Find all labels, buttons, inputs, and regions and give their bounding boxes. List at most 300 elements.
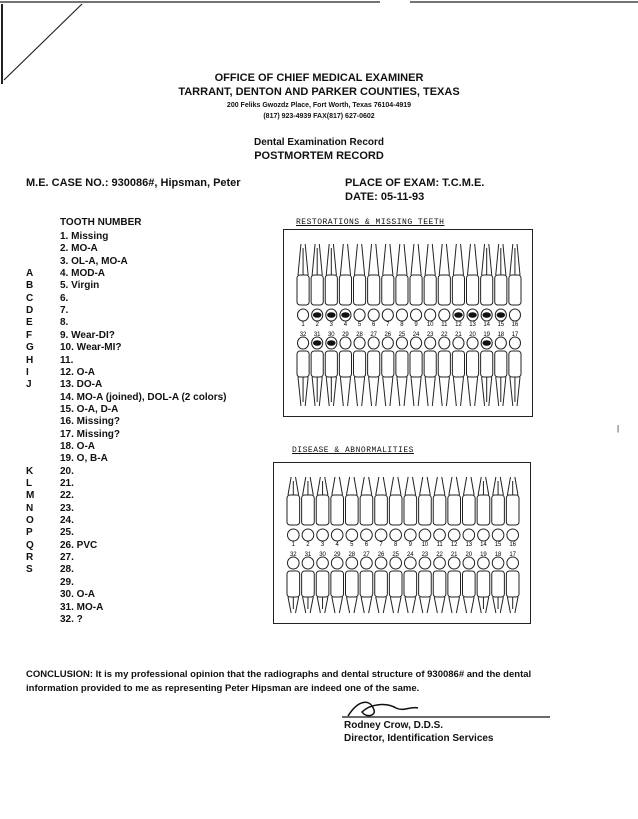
tooth-letter: N — [26, 502, 34, 514]
lower-tooth-root — [496, 377, 506, 406]
upper-tooth-number: 15 — [497, 322, 505, 328]
upper-tooth-number: 5 — [357, 322, 362, 328]
lower-tooth-root — [478, 597, 489, 613]
lower-tooth-occlusal — [298, 337, 309, 349]
upper-tooth-number: 14 — [480, 542, 487, 548]
lower-tooth-occlusal — [396, 337, 407, 349]
upper-tooth-occlusal — [411, 309, 422, 321]
tooth-letter: F — [26, 329, 33, 341]
lower-tooth-occlusal — [302, 557, 314, 569]
upper-tooth-number: 9 — [414, 322, 418, 328]
lower-tooth-number: 23 — [421, 552, 429, 558]
lower-tooth-root — [317, 597, 328, 613]
upper-tooth-crown — [424, 275, 436, 305]
upper-tooth-root — [496, 244, 506, 275]
tooth-letter: C — [26, 292, 34, 304]
upper-tooth-root — [303, 477, 314, 495]
record-type: Dental Examination Record — [253, 137, 385, 148]
upper-tooth-number: 4 — [335, 542, 339, 548]
tooth-letter: J — [26, 379, 32, 391]
upper-tooth-crown — [492, 495, 505, 525]
lower-tooth-number: 25 — [398, 332, 406, 338]
upper-tooth-occlusal — [405, 529, 417, 541]
lower-tooth-root — [507, 597, 518, 613]
lower-tooth-crown — [297, 351, 309, 377]
upper-tooth-root — [326, 244, 336, 275]
lower-tooth-crown — [495, 351, 507, 377]
signatory-name: Rodney Crow, D.D.S. — [344, 720, 444, 731]
lower-tooth-crown — [311, 351, 323, 377]
lower-tooth-number: 17 — [509, 552, 517, 558]
upper-tooth-root — [383, 244, 393, 275]
lower-tooth-crown — [331, 571, 344, 597]
upper-tooth-crown — [452, 275, 464, 305]
tooth-letter: P — [26, 527, 33, 539]
tooth-letter: H — [26, 354, 34, 366]
upper-tooth-crown — [433, 495, 446, 525]
upper-tooth-occlusal — [288, 529, 300, 541]
tooth-entry: 26. PVC — [60, 539, 98, 551]
exam-date: DATE: 05-11-93 — [345, 191, 425, 203]
lower-tooth-root — [303, 597, 314, 613]
upper-tooth-crown — [419, 495, 432, 525]
tooth-letter: D — [26, 305, 34, 317]
lower-tooth-crown — [382, 351, 394, 377]
lower-tooth-occlusal — [448, 557, 460, 569]
upper-tooth-occlusal — [298, 309, 309, 321]
lower-tooth-occlusal — [382, 337, 393, 349]
lower-tooth-crown — [368, 351, 380, 377]
tooth-entry: 4. MOD-A — [60, 268, 105, 280]
tooth-entry: 6. — [60, 292, 69, 304]
lower-tooth-root — [355, 377, 365, 406]
lower-tooth-root — [312, 377, 322, 406]
upper-tooth-crown — [287, 495, 300, 525]
upper-tooth-occlusal — [390, 529, 402, 541]
tooth-entry: 7. — [60, 305, 69, 317]
lower-tooth-number: 28 — [356, 332, 363, 338]
upper-tooth-crown — [368, 275, 380, 305]
lower-tooth-number: 27 — [370, 332, 378, 338]
lower-tooth-root — [449, 597, 460, 613]
lower-tooth-crown — [375, 571, 388, 597]
restoration-mark — [482, 312, 490, 318]
lower-tooth-occlusal — [346, 557, 358, 569]
lower-tooth-root — [369, 377, 379, 406]
tooth-letter: O — [26, 515, 34, 527]
restoration-mark — [327, 340, 335, 346]
lower-tooth-root — [340, 377, 350, 406]
upper-tooth-crown — [506, 495, 519, 525]
lower-tooth-number: 19 — [480, 552, 487, 558]
upper-tooth-occlusal — [419, 529, 431, 541]
restoration-mark — [497, 312, 505, 318]
upper-tooth-number: 8 — [394, 542, 398, 548]
tooth-entry: 8. — [60, 317, 69, 329]
disease-dental-chart — [273, 462, 531, 624]
lower-tooth-number: 23 — [426, 332, 434, 338]
upper-tooth-number: 6 — [364, 542, 369, 548]
lower-tooth-occlusal — [492, 557, 504, 569]
lower-tooth-occlusal — [361, 557, 373, 569]
lower-tooth-number: 22 — [436, 552, 443, 558]
lower-tooth-root — [420, 597, 431, 613]
upper-tooth-crown — [410, 275, 422, 305]
upper-tooth-root — [434, 477, 445, 495]
upper-tooth-root — [405, 477, 416, 495]
lower-tooth-root — [439, 377, 449, 406]
office-phone-fax: (817) 923-4939 FAX(817) 627-0602 — [263, 113, 375, 120]
upper-tooth-crown — [346, 495, 359, 525]
lower-tooth-occlusal — [354, 337, 365, 349]
tooth-entry: 17. Missing? — [60, 428, 121, 440]
upper-tooth-number: 1 — [301, 322, 305, 328]
lower-tooth-root — [411, 377, 421, 406]
tooth-entry: 30. O-A — [60, 589, 96, 601]
upper-tooth-number: 2 — [315, 322, 319, 328]
tooth-entry: 21. — [60, 478, 74, 489]
upper-tooth-occlusal — [302, 529, 314, 541]
upper-tooth-root — [298, 244, 308, 275]
upper-tooth-crown — [463, 495, 476, 525]
lower-tooth-number: 26 — [377, 552, 385, 558]
lower-tooth-number: 24 — [406, 552, 414, 558]
lower-tooth-occlusal — [425, 337, 436, 349]
lower-tooth-crown — [316, 571, 329, 597]
tooth-entry: 5. Virgin — [60, 280, 100, 292]
lower-tooth-crown — [509, 351, 521, 377]
lower-tooth-number: 29 — [342, 332, 349, 338]
upper-tooth-occlusal — [361, 529, 373, 541]
lower-tooth-occlusal — [375, 557, 387, 569]
lower-tooth-crown — [404, 571, 417, 597]
lower-tooth-crown — [492, 571, 505, 597]
upper-tooth-number: 5 — [350, 542, 354, 548]
lower-tooth-root — [464, 597, 475, 613]
upper-tooth-root — [482, 244, 492, 275]
upper-tooth-crown — [389, 495, 402, 525]
upper-tooth-occlusal — [434, 529, 446, 541]
upper-tooth-root — [312, 244, 322, 275]
lower-tooth-occlusal — [288, 557, 300, 569]
lower-tooth-occlusal — [434, 557, 446, 569]
disease-chart-title: DISEASE & ABNORMALITIES — [292, 446, 414, 455]
upper-tooth-number: 13 — [469, 322, 476, 328]
upper-tooth-number: 3 — [320, 542, 325, 548]
upper-tooth-root — [425, 244, 435, 275]
upper-tooth-number: 10 — [426, 322, 434, 328]
upper-tooth-crown — [354, 275, 366, 305]
lower-tooth-root — [383, 377, 393, 406]
lower-tooth-crown — [339, 351, 351, 377]
upper-tooth-crown — [339, 275, 351, 305]
upper-tooth-number: 14 — [483, 322, 491, 328]
lower-tooth-number: 30 — [319, 552, 326, 558]
office-title: OFFICE OF CHIEF MEDICAL EXAMINER — [214, 72, 424, 84]
lower-tooth-occlusal — [467, 337, 478, 349]
lower-tooth-number: 17 — [511, 332, 519, 338]
upper-tooth-occlusal — [331, 529, 343, 541]
upper-tooth-number: 13 — [465, 542, 473, 548]
lower-tooth-occlusal — [495, 337, 506, 349]
lower-tooth-crown — [360, 571, 373, 597]
restorations-dental-chart — [283, 229, 533, 417]
lower-tooth-crown — [325, 351, 337, 377]
lower-tooth-occlusal — [453, 337, 464, 349]
record-subtype: POSTMORTEM RECORD — [254, 150, 384, 162]
upper-tooth-number: 4 — [343, 322, 348, 328]
upper-tooth-crown — [404, 495, 417, 525]
upper-tooth-occlusal — [382, 309, 393, 321]
tooth-entry: 10. Wear-MI? — [60, 342, 122, 354]
lower-tooth-root — [453, 377, 463, 406]
upper-tooth-crown — [375, 495, 388, 525]
upper-tooth-crown — [438, 275, 450, 305]
upper-tooth-occlusal — [509, 309, 520, 321]
upper-tooth-crown — [316, 495, 329, 525]
lower-tooth-number: 26 — [384, 332, 392, 338]
tooth-letter: K — [26, 465, 34, 477]
tooth-entry: 13. DO-A — [60, 379, 103, 391]
lower-tooth-crown — [354, 351, 366, 377]
lower-tooth-occlusal — [405, 557, 417, 569]
upper-tooth-number: 10 — [421, 542, 429, 548]
lower-tooth-occlusal — [478, 557, 490, 569]
restoration-mark — [341, 312, 349, 318]
counties-title: TARRANT, DENTON AND PARKER COUNTIES, TEXAS — [178, 86, 460, 98]
upper-tooth-occlusal — [368, 309, 379, 321]
lower-tooth-crown — [433, 571, 446, 597]
upper-tooth-number: 16 — [511, 322, 519, 328]
upper-tooth-occlusal — [492, 529, 504, 541]
upper-tooth-number: 16 — [509, 542, 517, 548]
tooth-entry: 16. Missing? — [60, 416, 121, 428]
upper-tooth-crown — [325, 275, 337, 305]
upper-tooth-root — [453, 244, 463, 275]
lower-tooth-number: 32 — [289, 552, 297, 558]
upper-tooth-root — [478, 477, 489, 495]
upper-tooth-number: 8 — [400, 322, 404, 328]
tooth-entry: 20. — [60, 465, 74, 477]
upper-tooth-number: 12 — [450, 542, 458, 548]
tooth-entry: 32. ? — [60, 613, 83, 625]
tooth-entry: 27. — [60, 552, 74, 564]
lower-tooth-occlusal — [390, 557, 402, 569]
tooth-entry: 1. Missing — [60, 231, 109, 242]
lower-tooth-crown — [448, 571, 461, 597]
upper-tooth-root — [347, 477, 358, 495]
lower-tooth-number: 19 — [483, 332, 491, 338]
upper-tooth-root — [317, 477, 328, 495]
upper-tooth-root — [510, 244, 520, 275]
lower-tooth-crown — [389, 571, 402, 597]
upper-tooth-occlusal — [463, 529, 475, 541]
lower-tooth-crown — [481, 351, 493, 377]
tooth-letter: M — [26, 490, 35, 502]
tooth-entry: 23. — [60, 502, 74, 514]
lower-tooth-occlusal — [411, 337, 422, 349]
tooth-entry: 3. OL-A, MO-A — [60, 255, 128, 267]
lower-tooth-crown — [424, 351, 436, 377]
tooth-letter: I — [26, 366, 29, 378]
lower-tooth-occlusal — [463, 557, 475, 569]
upper-tooth-crown — [495, 275, 507, 305]
upper-tooth-root — [439, 244, 449, 275]
lower-tooth-root — [326, 377, 336, 406]
upper-tooth-occlusal — [478, 529, 490, 541]
lower-tooth-crown — [467, 351, 479, 377]
lower-tooth-number: 31 — [304, 552, 312, 558]
tooth-letter: S — [26, 564, 33, 576]
lower-tooth-crown — [506, 571, 519, 597]
upper-tooth-root — [332, 477, 343, 495]
lower-tooth-crown — [396, 351, 408, 377]
lower-tooth-crown — [438, 351, 450, 377]
lower-tooth-crown — [302, 571, 315, 597]
lower-tooth-number: 18 — [494, 552, 502, 558]
signature-graphic — [340, 694, 560, 722]
lower-tooth-number: 21 — [450, 552, 458, 558]
tooth-entry: 2. MO-A — [60, 243, 98, 255]
upper-tooth-occlusal — [317, 529, 329, 541]
lower-tooth-root — [510, 377, 520, 406]
upper-tooth-occlusal — [375, 529, 387, 541]
upper-tooth-root — [390, 477, 401, 495]
upper-tooth-crown — [302, 495, 315, 525]
lower-tooth-root — [482, 377, 492, 406]
lower-tooth-root — [434, 597, 445, 613]
restorations-chart-title: RESTORATIONS & MISSING TEETH — [296, 218, 445, 227]
tooth-entry: 12. O-A — [60, 366, 96, 378]
tooth-entry: 29. — [60, 576, 74, 588]
tooth-entry: 31. MO-A — [60, 601, 104, 613]
conclusion-text: CONCLUSION: It is my professional opinion that the radiographs and dental structure of 930086# and the dental information provided to me as representing Peter Hipsman are indeed one of the same. — [26, 669, 532, 694]
upper-tooth-root — [355, 244, 365, 275]
lower-tooth-crown — [410, 351, 422, 377]
upper-tooth-occlusal — [396, 309, 407, 321]
office-address: 200 Feliks Gwozdz Place, Fort Worth, Texas 76104-4919 — [226, 102, 412, 109]
upper-tooth-occlusal — [507, 529, 519, 541]
tooth-letter: Q — [26, 539, 34, 551]
upper-tooth-crown — [481, 275, 493, 305]
restoration-mark — [327, 312, 335, 318]
upper-tooth-occlusal — [425, 309, 436, 321]
tooth-entry: 14. MO-A (joined), DOL-A (2 colors) — [60, 391, 227, 403]
upper-tooth-crown — [509, 275, 521, 305]
lower-tooth-root — [332, 597, 343, 613]
tooth-letter: E — [26, 317, 33, 329]
tooth-letter: B — [26, 280, 34, 292]
tooth-entry: 22. — [60, 490, 74, 502]
tooth-letter: A — [26, 268, 34, 280]
upper-tooth-root — [369, 244, 379, 275]
lower-tooth-number: 18 — [497, 332, 505, 338]
lower-tooth-crown — [287, 571, 300, 597]
upper-tooth-root — [493, 477, 504, 495]
lower-tooth-occlusal — [317, 557, 329, 569]
lower-tooth-root — [376, 597, 387, 613]
tooth-entry: 25. — [60, 527, 74, 539]
tooth-letter: R — [26, 552, 34, 564]
upper-tooth-root — [507, 477, 518, 495]
upper-tooth-occlusal — [448, 529, 460, 541]
lower-tooth-number: 24 — [412, 332, 420, 338]
lower-tooth-root — [405, 597, 416, 613]
upper-tooth-number: 15 — [494, 542, 502, 548]
upper-tooth-occlusal — [354, 309, 365, 321]
lower-tooth-root — [361, 597, 372, 613]
lower-tooth-number: 30 — [327, 332, 335, 338]
tooth-number-heading: TOOTH NUMBER — [60, 217, 142, 228]
upper-tooth-crown — [311, 275, 323, 305]
upper-tooth-number: 7 — [386, 322, 390, 328]
upper-tooth-root — [420, 477, 431, 495]
fax-mark: | — [617, 424, 620, 433]
lower-tooth-root — [390, 597, 401, 613]
lower-tooth-occlusal — [368, 337, 379, 349]
upper-tooth-occlusal — [439, 309, 450, 321]
upper-tooth-occlusal — [346, 529, 358, 541]
lower-tooth-number: 31 — [313, 332, 321, 338]
lower-tooth-root — [298, 377, 308, 406]
lower-tooth-crown — [477, 571, 490, 597]
tooth-entry: 18. O-A — [60, 440, 96, 452]
lower-tooth-root — [425, 377, 435, 406]
lower-tooth-occlusal — [439, 337, 450, 349]
lower-tooth-root — [347, 597, 358, 613]
tooth-letter: L — [26, 478, 33, 489]
case-number: M.E. CASE NO.: 930086#, Hipsman, Peter — [26, 177, 241, 189]
tooth-entry: 28. — [60, 564, 74, 576]
lower-tooth-root — [493, 597, 504, 613]
lower-tooth-number: 29 — [333, 552, 341, 558]
upper-tooth-number: 11 — [441, 322, 448, 328]
tooth-letter: G — [26, 342, 34, 354]
lower-tooth-occlusal — [419, 557, 431, 569]
tooth-entry: 11. — [60, 354, 74, 366]
lower-tooth-root — [468, 377, 478, 406]
upper-tooth-crown — [331, 495, 344, 525]
restoration-mark — [468, 312, 476, 318]
signatory-title: Director, Identification Services — [344, 733, 494, 744]
upper-tooth-crown — [297, 275, 309, 305]
lower-tooth-number: 20 — [469, 332, 476, 338]
lower-tooth-number: 28 — [348, 552, 356, 558]
lower-tooth-number: 20 — [465, 552, 473, 558]
lower-tooth-occlusal — [507, 557, 519, 569]
upper-tooth-crown — [477, 495, 490, 525]
upper-tooth-root — [361, 477, 372, 495]
lower-tooth-number: 21 — [455, 332, 462, 338]
lower-tooth-occlusal — [340, 337, 351, 349]
upper-tooth-crown — [382, 275, 394, 305]
upper-tooth-root — [464, 477, 475, 495]
restoration-mark — [454, 312, 462, 318]
upper-tooth-number: 7 — [379, 542, 383, 548]
restoration-mark — [313, 340, 321, 346]
upper-tooth-root — [449, 477, 460, 495]
upper-tooth-crown — [396, 275, 408, 305]
lower-tooth-crown — [452, 351, 464, 377]
upper-tooth-number: 2 — [306, 542, 310, 548]
lower-tooth-number: 32 — [299, 332, 307, 338]
upper-tooth-root — [288, 477, 299, 495]
upper-tooth-crown — [448, 495, 461, 525]
upper-tooth-number: 12 — [455, 322, 462, 328]
upper-tooth-root — [397, 244, 407, 275]
upper-tooth-crown — [360, 495, 373, 525]
lower-tooth-occlusal — [331, 557, 343, 569]
